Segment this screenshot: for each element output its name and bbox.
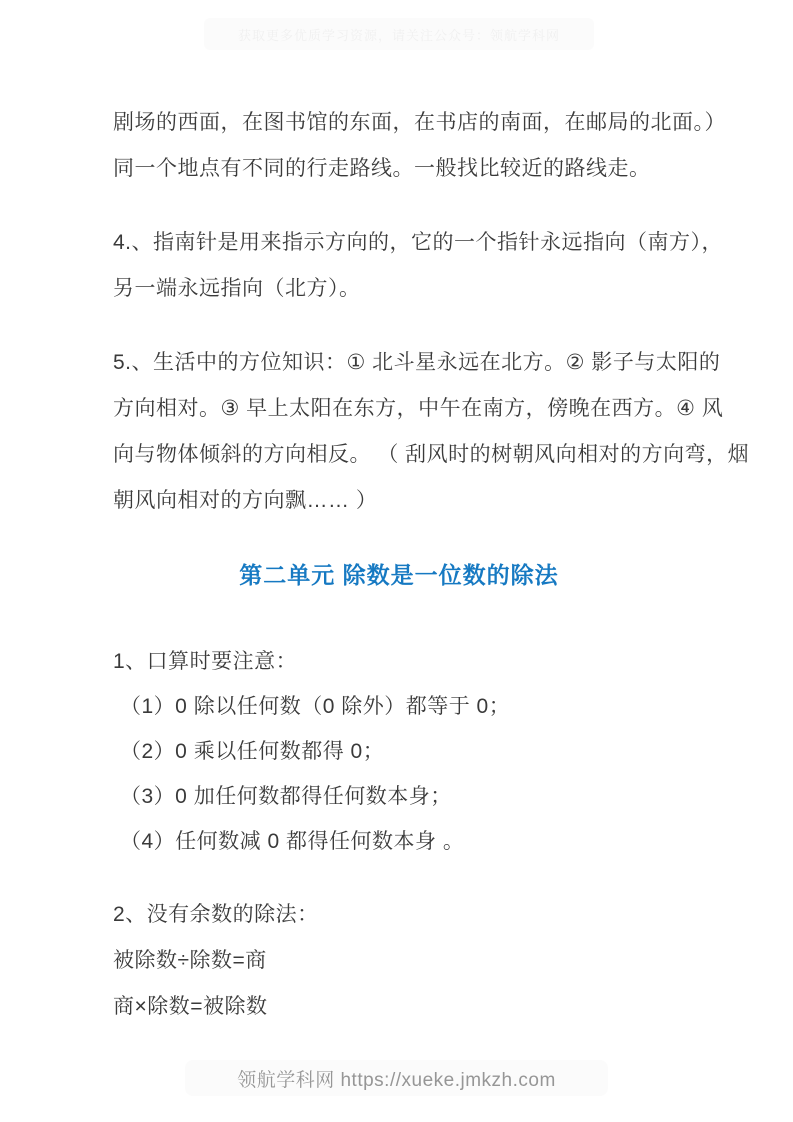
- paragraph-compass: [113, 220, 724, 312]
- document-body: [113, 100, 750, 1030]
- text-line: 剧场的西面，在图书馆的东面，在书店的南面，在邮局的北面。）: [113, 111, 726, 134]
- paragraph-location-directions: [113, 100, 726, 192]
- page-footer: [0, 1056, 793, 1100]
- text-line: 方向相对。③ 早上太阳在东方，中午在南方，傍晚在西方。④ 风: [113, 397, 724, 420]
- text-line: 另一端永远指向（北方）。: [113, 277, 361, 300]
- formula-line: 被除数÷除数=商: [113, 949, 267, 972]
- formula-line: 商×除数=被除数: [113, 995, 268, 1018]
- paragraph-division-no-remainder: [113, 892, 685, 1030]
- paragraph-direction-knowledge: [113, 340, 750, 524]
- top-watermark-band: [204, 18, 594, 50]
- list-title: 1、口算时要注意：: [113, 650, 298, 673]
- list-item: （2）0 乘以任何数都得 0；: [120, 740, 385, 763]
- text-line: 同一个地点有不同的行走路线。一般找比较近的路线走。: [113, 157, 651, 180]
- list-item: （3）0 加任何数都得任何数本身；: [120, 785, 452, 808]
- section-heading-unit2: 第二单元 除数是一位数的除法: [239, 562, 559, 588]
- list-item: （1）0 除以任何数（0 除外）都等于 0；: [120, 695, 511, 718]
- text-line: 5.、生活中的方位知识：① 北斗星永远在北方。② 影子与太阳的: [113, 351, 721, 374]
- oral-calculation-rules: [113, 639, 685, 864]
- text-line: 向与物体倾斜的方向相反。 （ 刮风时的树朝风向相对的方向弯，烟: [113, 443, 750, 466]
- text-line: 4.、指南针是用来指示方向的，它的一个指针永远指向（南方），: [113, 231, 724, 254]
- top-watermark-text: 获取更多优质学习资源，请关注公众号：领航学科网: [237, 27, 560, 43]
- list-item: （4）任何数减 0 都得任何数本身 。: [120, 830, 465, 853]
- footer-site-text: 领航学科网 https://xueke.jmkzh.com: [237, 1069, 556, 1091]
- text-line: 朝风向相对的方向飘…… ）: [113, 489, 378, 512]
- paragraph-title: 2、没有余数的除法：: [113, 903, 319, 926]
